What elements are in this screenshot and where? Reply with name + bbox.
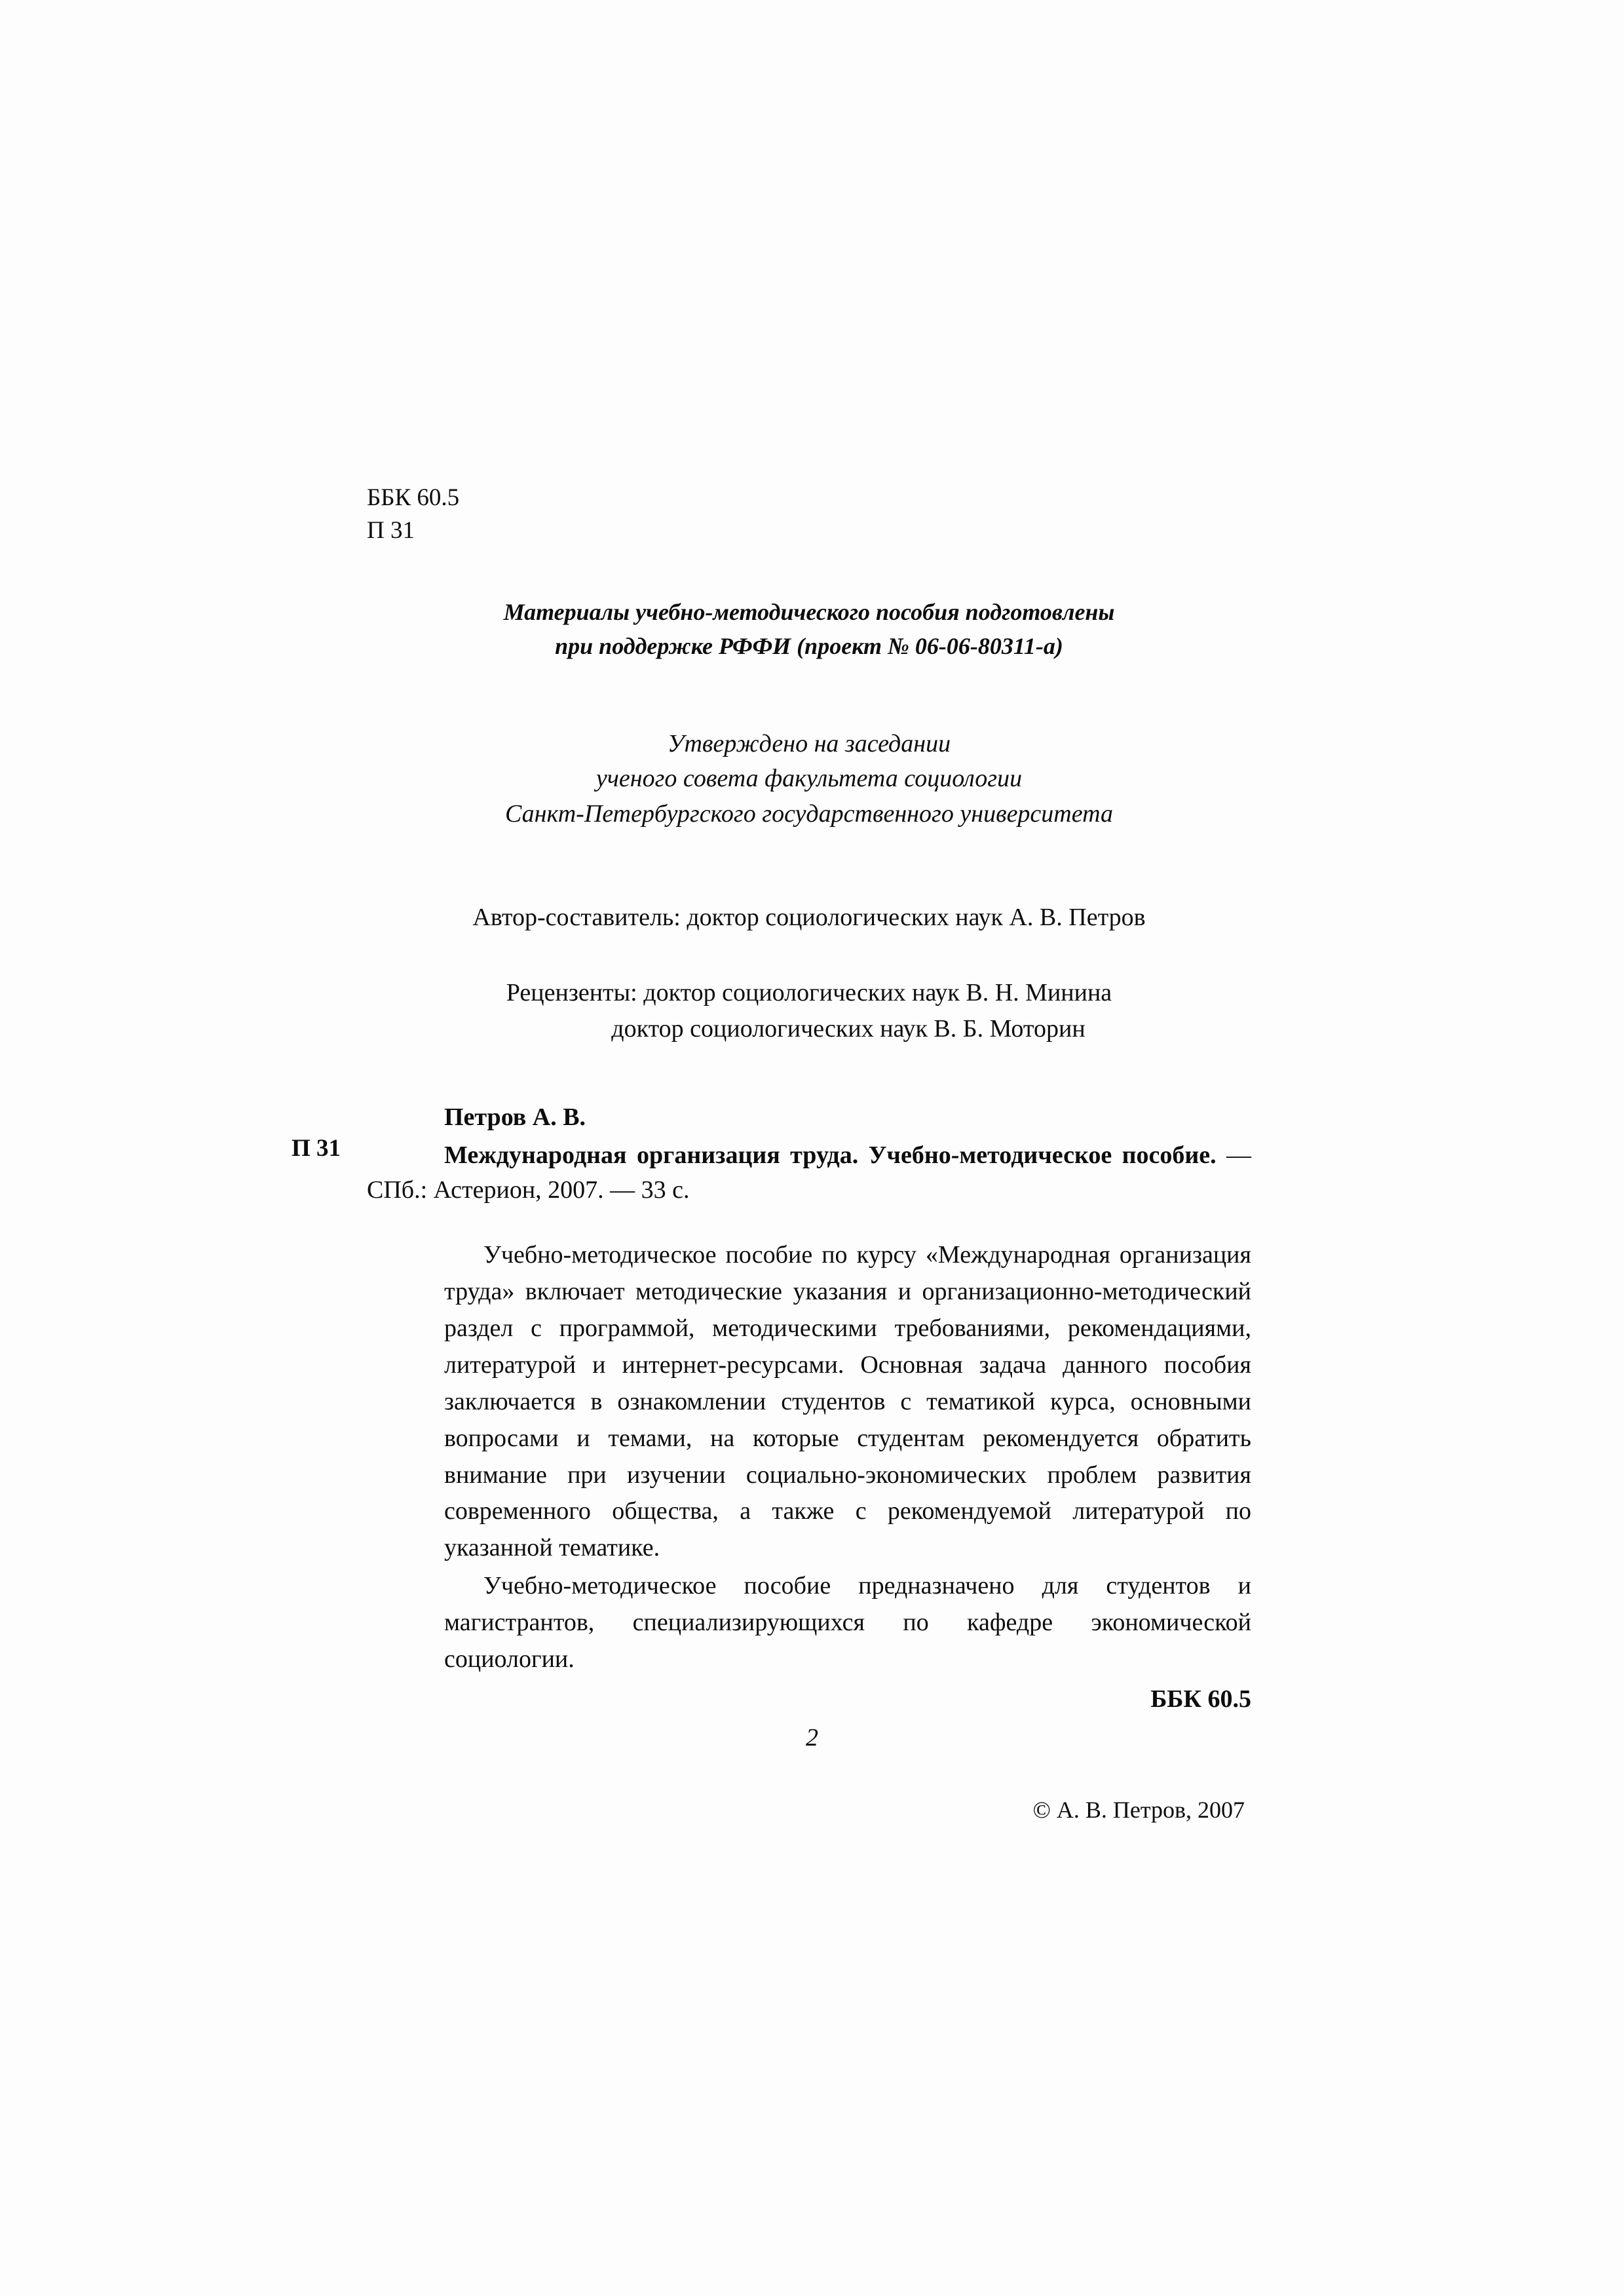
grant-note-line-2: при поддержке РФФИ (проект № 06-06-80311-а) bbox=[555, 633, 1063, 660]
annotation-paragraph-2: Учебно-методическое пособие предназначено для студентов и магистрантов, специализирующихся по кафедре экономической социологии. bbox=[444, 1572, 1251, 1673]
reviewers-block bbox=[367, 975, 1251, 1047]
biblio-title: Международная организация труда. Учебно-методическое пособие. bbox=[444, 1141, 1217, 1169]
approval-line-3: Санкт-Петербургского государственного университета bbox=[504, 800, 1114, 828]
annotation-paragraph-1: Учебно-методическое пособие по курсу «Международная организация труда» включает методические указания и организационно-методический раздел с программой, методическими требованиями, рекомендациями, литературой и интернет-ресурсами. Основная задача данного пособия заключается в ознакомлении студентов с тематикой курса, основными вопросами и темами, на которые студентам рекомендуется обратить внимание при изучении социально-экономических проблем развития современного общества, а также с рекомендуемой литературой по указанной тематике. bbox=[444, 1241, 1251, 1562]
classification-block bbox=[367, 482, 1251, 546]
grant-note-line-1: Материалы учебно-методического пособия подготовлены bbox=[503, 599, 1115, 626]
page-content bbox=[292, 482, 1252, 1824]
copyright-line: © А. В. Петров, 2007 bbox=[1032, 1796, 1245, 1823]
author-compiler-line: Автор-составитель: доктор социологических наук А. В. Петров bbox=[472, 904, 1146, 932]
annotation-block bbox=[444, 1237, 1251, 1677]
bbk-bottom-code: ББК 60.5 bbox=[1150, 1685, 1251, 1713]
bbk-code: ББК 60.5 bbox=[367, 484, 460, 511]
biblio-cutter-code: П 31 bbox=[292, 1134, 341, 1162]
approval-line-1: Утверждено на заседании bbox=[667, 729, 951, 757]
approval-line-2: ученого совета факультета социологии bbox=[595, 765, 1023, 793]
page-number: 2 bbox=[806, 1724, 818, 1751]
bibliographic-record bbox=[292, 1100, 1252, 1209]
reviewer-line-1: Рецензенты: доктор социологических наук В. Н. Минина bbox=[506, 979, 1112, 1007]
cutter-code: П 31 bbox=[367, 516, 415, 544]
grant-note bbox=[367, 595, 1251, 663]
biblio-title-line bbox=[367, 1138, 1251, 1209]
biblio-imprint: — СПб.: Астерион, 2007. — 33 с. bbox=[367, 1141, 1252, 1204]
reviewer-line-2: доктор социологических наук В. Б. Моторин bbox=[611, 1015, 1086, 1043]
approval-block bbox=[367, 727, 1251, 833]
biblio-author: Петров А. В. bbox=[444, 1103, 586, 1131]
